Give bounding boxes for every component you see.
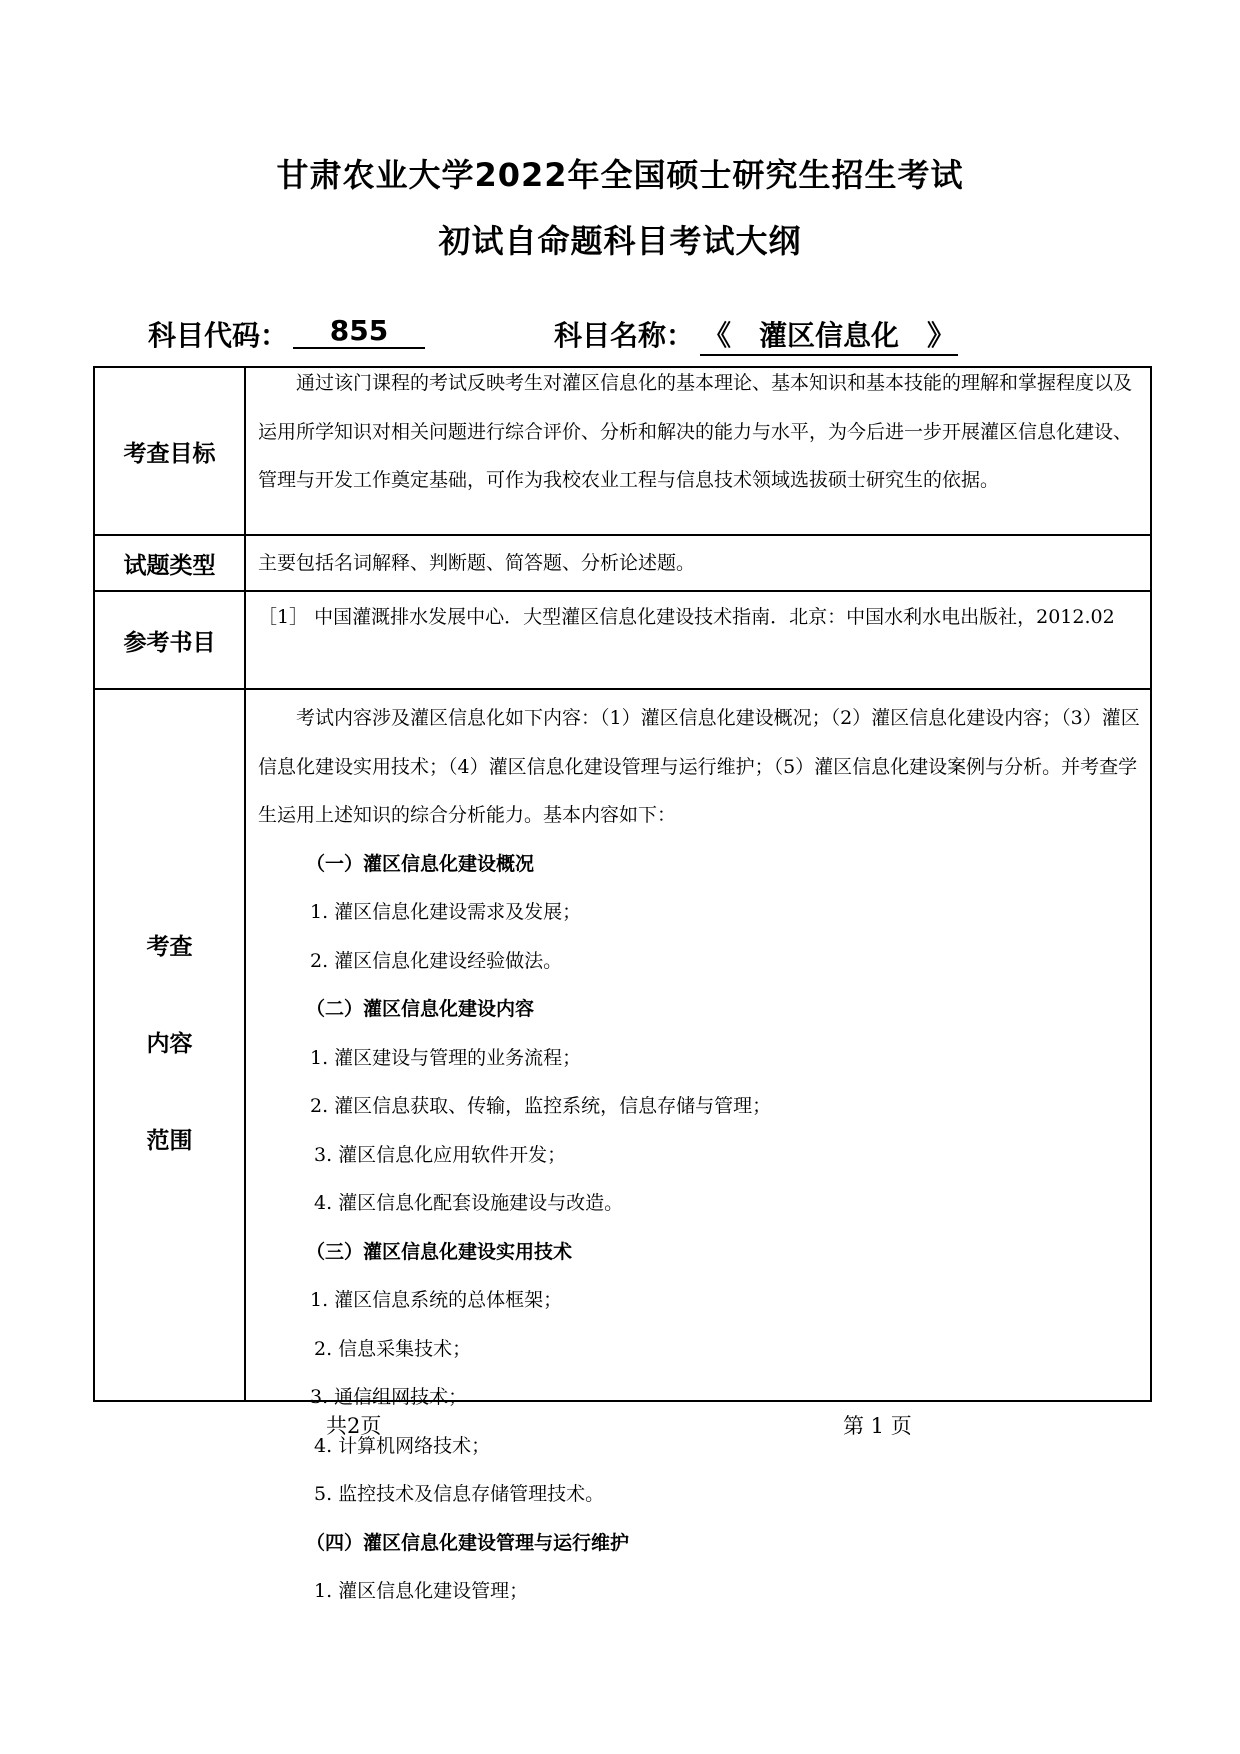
references-label: 参考书目: [123, 629, 216, 656]
scope-label-2: 内容: [146, 1031, 193, 1057]
table-row-divider: [95, 590, 1150, 592]
references-text: ［1］ 中国灌溉排水发展中心．大型灌区信息化建设技术指南．北京：中国水利水电出版社，2012.02: [258, 606, 1115, 628]
scope-content: [246, 694, 1146, 1616]
scope-intro: 考试内容涉及灌区信息化如下内容：（1）灌区信息化建设概况；（2）灌区信息化建设内容；（3）灌区信息化建设实用技术；（4）灌区信息化建设管理与运行维护；（5）灌区信息化建设案例与分析。并考查学生运用上述知识的综合分析能力。基本内容如下：: [258, 707, 1140, 826]
list-item: 3. 通信组网技术；: [310, 1386, 468, 1408]
subject-name-label: 科目名称：: [554, 319, 695, 352]
section-heading: （一）灌区信息化建设概况: [306, 852, 535, 875]
list-item: 4. 灌区信息化配套设施建设与改造。: [314, 1192, 624, 1214]
subject-code-label: 科目代码：: [148, 319, 289, 352]
objective-text: 通过该门课程的考试反映考生对灌区信息化的基本理论、基本知识和基本技能的理解和掌握程度以及运用所学知识对相关问题进行综合评价、分析和解决的能力与水平，为今后进一步开展灌区信息化建设、管理与开发工作奠定基础，可作为我校农业工程与信息技术领域选拔硕士研究生的依据。: [258, 372, 1133, 491]
document-title-line2: 初试自命题科目考试大纲: [438, 222, 802, 260]
scope-label-1: 考查: [146, 934, 193, 960]
subject-name-value: 《 灌区信息化 》: [700, 314, 958, 356]
section-heading: （四）灌区信息化建设管理与运行维护: [306, 1531, 630, 1554]
subject-info: [148, 314, 1108, 358]
section-heading: （二）灌区信息化建设内容: [306, 998, 535, 1020]
list-item: 2. 灌区信息化建设经验做法。: [310, 949, 563, 972]
list-item: 4. 计算机网络技术；: [314, 1434, 491, 1457]
subject-code-value: 855: [293, 314, 425, 349]
list-item: 1. 灌区信息系统的总体框架；: [310, 1289, 563, 1311]
question-types-text: 主要包括名词解释、判断题、简答题、分析论述题。: [258, 552, 696, 574]
list-item: 2. 灌区信息获取、传输，监控系统，信息存储与管理；: [310, 1095, 772, 1117]
list-item: 1. 灌区信息化建设需求及发展；: [310, 901, 582, 923]
list-item: 1. 灌区信息化建设管理；: [314, 1580, 529, 1602]
list-item: 2. 信息采集技术；: [314, 1337, 472, 1360]
list-item: 1. 灌区建设与管理的业务流程；: [310, 1046, 582, 1069]
total-pages: 共2页: [326, 1414, 382, 1438]
document-title-line1: 甘肃农业大学2022年全国硕士研究生招生考试: [276, 156, 964, 194]
list-item: 3. 灌区信息化应用软件开发；: [314, 1143, 567, 1166]
table-row-divider: [95, 534, 1150, 536]
objective-label: 考查目标: [123, 440, 216, 467]
page-number: 第 1 页: [843, 1414, 912, 1438]
section-heading: （三）灌区信息化建设实用技术: [306, 1240, 573, 1263]
table-row-divider: [95, 688, 1150, 690]
scope-label-3: 范围: [146, 1128, 193, 1154]
list-item: 5. 监控技术及信息存储管理技术。: [314, 1483, 605, 1505]
question-types-label: 试题类型: [123, 552, 216, 579]
scope-line-list: [258, 840, 1142, 1616]
